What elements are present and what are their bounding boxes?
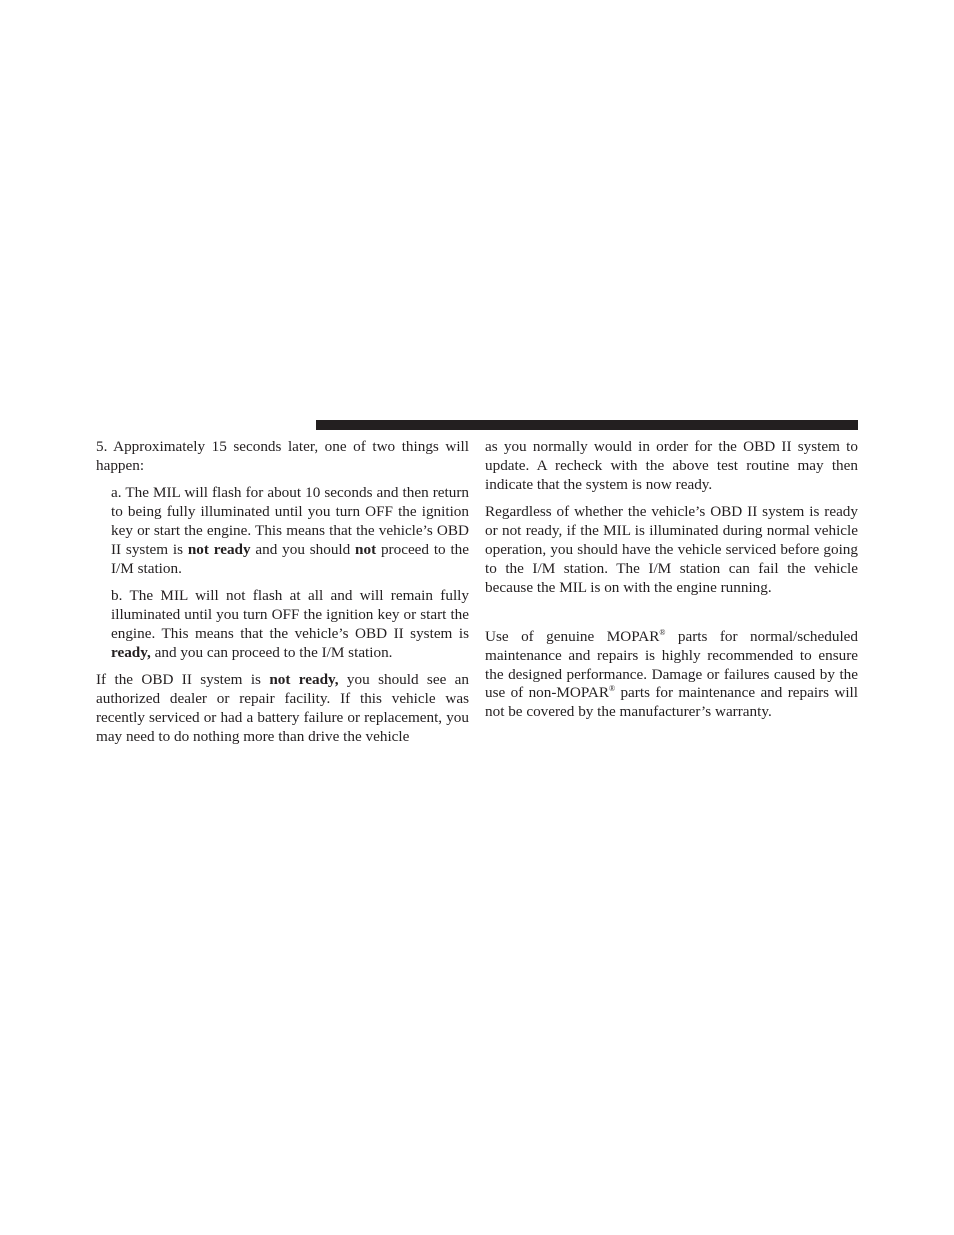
not-ready-text-1: If the OBD II system is [96, 671, 270, 689]
mopar-paragraph [485, 628, 858, 723]
continuation-paragraph: as you normally would in order for the OBD II system to update. A recheck with the above test routine may then indicate that the system is now ready. [485, 438, 858, 493]
step-5b-text-2: and you can proceed to the I/M station. [150, 644, 393, 662]
step-5a-text-3: proceed to the I/M station. [111, 541, 469, 577]
header-rule [316, 420, 858, 430]
step-5a-bold-2: not [355, 541, 377, 559]
step-5b-bold-1: ready, [111, 644, 151, 662]
step-5a-paragraph [111, 484, 469, 579]
step-5a-bold-1: not ready [187, 541, 251, 559]
registered-mark-2: ® [609, 684, 616, 694]
regardless-paragraph: Regardless of whether the vehicle’s OBD II system is ready or not ready, if the MIL is illuminated during normal vehicle operation, you should have the vehicle serviced before going to the I/M station. The I/M station can fail the vehicle because the MIL is on with the engine running. [485, 503, 858, 596]
not-ready-bold: not ready, [269, 671, 339, 689]
step-5-paragraph: 5. Approximately 15 seconds later, one of two things will happen: [96, 438, 469, 474]
left-column [96, 438, 469, 747]
step-5b-text-1: b. The MIL will not flash at all and will remain fully illuminated until you turn OFF the ignition key or start the engine. This means that the vehicle’s OBD II system is [111, 587, 469, 643]
mopar-text-3: parts for maintenance and repairs will not be covered by the manufacturer’s warranty. [485, 684, 858, 721]
registered-mark-1: ® [659, 627, 666, 637]
not-ready-text-2: you should see an authorized dealer or repair facility. If this vehicle was recently serviced or had a battery failure or replacement, you may need to do nothing more than drive the vehicle [96, 671, 470, 746]
not-ready-paragraph [96, 671, 469, 747]
right-column [485, 438, 858, 722]
step-5b-paragraph [111, 587, 469, 663]
mopar-text-1: Use of genuine MOPAR [485, 627, 660, 645]
step-5a-text-1: a. The MIL will flash for about 10 seconds and then return to being fully illuminated until you turn OFF the ignition key or start the engine. This means that the vehicle’s OBD II system is [111, 484, 469, 559]
step-5a-text-2: and you should [250, 541, 356, 559]
mopar-text-2: parts for normal/scheduled maintenance and repairs is highly recommended to ensure the designed performance. Damage or failures caused by the use of non-MOPAR [485, 627, 858, 702]
